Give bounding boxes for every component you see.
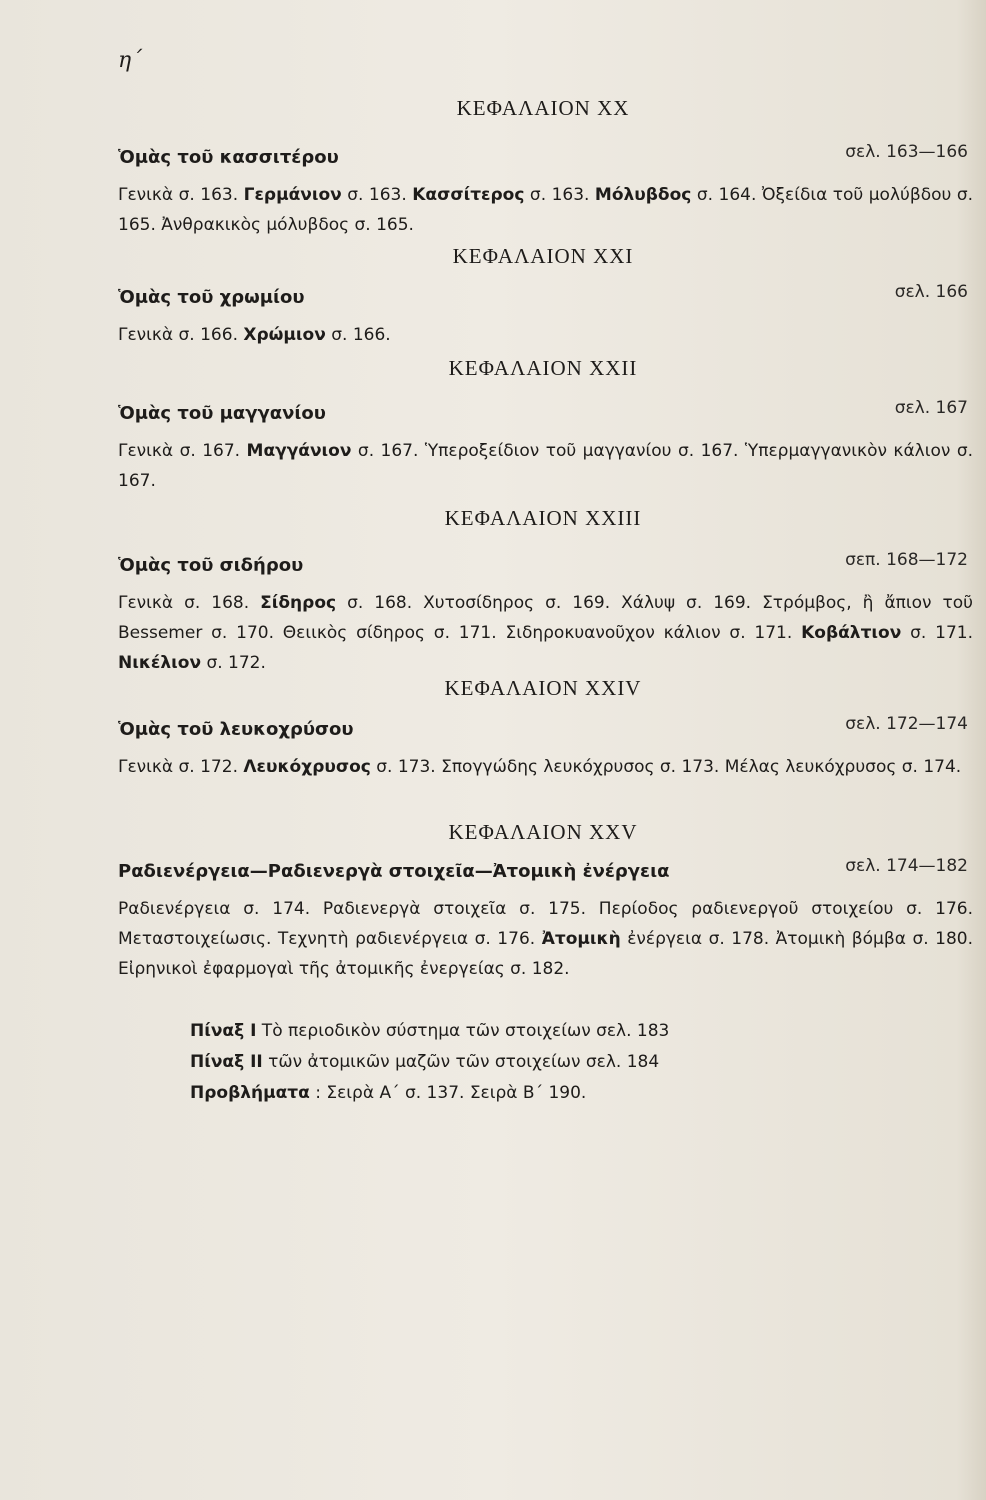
section-entries: [118, 588, 973, 678]
chapter-section: [118, 700, 978, 782]
entry-keyword: Γερμάνιον: [243, 185, 342, 205]
entry-keyword: Μαγγάνιον: [246, 441, 352, 461]
entry-keyword: Χρώμιον: [243, 325, 326, 345]
appendix-item: [190, 1016, 669, 1047]
chapter-section: [118, 536, 978, 678]
section-title: Ὁμὰς τοῦ λευκοχρύσου: [118, 719, 354, 740]
entry-text: Ραδιενέργεια σ. 174. Ραδιενεργὰ στοιχεῖα σ. 175. Περίοδος ραδιενεργοῦ στοιχείου σ. 176. Μεταστοιχείωσις. Τεχνητὴ ραδιενέργεια σ. 176.: [118, 899, 973, 949]
entry-keyword: Κοβάλτιον: [801, 623, 902, 643]
entry-text: σ. 171.: [901, 623, 973, 643]
entry-keyword: Λευκόχρυσος: [243, 757, 371, 777]
entry-text: σ. 172.: [201, 653, 266, 673]
chapter-section: [118, 268, 978, 350]
appendix-text: τῶν ἀτομικῶν μαζῶν τῶν στοιχείων σελ. 184: [262, 1052, 660, 1072]
entry-keyword: Νικέλιον: [118, 653, 202, 673]
chapter-heading: ΚΕΦΑΛΑΙΟΝ XXI: [452, 244, 634, 268]
appendix-text: : Σειρὰ Α΄ σ. 137. Σειρὰ Β΄ 190.: [309, 1083, 587, 1103]
entry-text: σ. 166.: [325, 325, 391, 345]
section-page-range: σελ. 174—182: [845, 856, 968, 876]
section-page-range: σελ. 163—166: [845, 142, 968, 162]
entry-keyword: Μόλυβδος: [594, 185, 692, 205]
section-title: Ραδιενέργεια—Ραδιενεργὰ στοιχεῖα—Ἀτομικὴ ἐνέργεια: [118, 861, 670, 882]
entry-keyword: Σίδηρος: [260, 593, 337, 613]
chapter-section: [118, 128, 978, 240]
section-entries: [118, 180, 973, 240]
section-title: Ὁμὰς τοῦ σιδήρου: [118, 555, 304, 576]
section-page-range: σελ. 172—174: [845, 714, 968, 734]
chapter-heading: ΚΕΦΑΛΑΙΟΝ XX: [456, 96, 630, 120]
appendix-label: Προβλήματα: [190, 1083, 310, 1103]
section-entries: [118, 436, 973, 496]
entry-text: σ. 167. Ὑπεροξείδιον τοῦ μαγγανίου σ. 167. Ὑπερμαγγανικὸν κάλιον σ. 167.: [118, 441, 973, 491]
entry-text: σ. 163.: [341, 185, 413, 205]
entry-text: Γενικὰ σ. 168.: [118, 593, 261, 613]
entry-keyword: Ἀτομικὴ: [541, 929, 621, 949]
entry-text: σ. 164. Ὀξείδια τοῦ μολύβδου σ. 165. Ἀνθρακικὸς μόλυβδος σ. 165.: [118, 185, 974, 235]
entry-text: Γενικὰ σ. 166.: [118, 325, 244, 345]
chapter-heading: ΚΕΦΑΛΑΙΟΝ XXIII: [444, 506, 642, 530]
chapter-section: [118, 384, 978, 496]
entry-text: σ. 168. Χυτοσίδηρος σ. 169. Χάλυψ σ. 169. Στρόμβος, ἢ ἄπιον τοῦ Bessemer σ. 170. Θειικὸς σίδηρος σ. 171. Σιδηροκυανοῦχον κάλιον σ. 171.: [118, 593, 973, 643]
appendix-item: [190, 1078, 669, 1109]
entry-text: σ. 173. Σπογγώδης λευκόχρυσος σ. 173. Μέλας λευκόχρυσος σ. 174.: [370, 757, 962, 777]
section-title: Ὁμὰς τοῦ χρωμίου: [118, 287, 305, 308]
appendix-item: [190, 1047, 669, 1078]
section-title: Ὁμὰς τοῦ μαγγανίου: [118, 403, 326, 424]
section-page-range: σελ. 167: [894, 398, 968, 418]
section-entries: [118, 894, 973, 984]
chapter-heading: ΚΕΦΑΛΑΙΟΝ XXII: [448, 356, 638, 380]
appendix-list: [190, 1016, 669, 1109]
entry-text: Γενικὰ σ. 167.: [118, 441, 247, 461]
entry-text: Γενικὰ σ. 172.: [118, 757, 244, 777]
chapter-heading: ΚΕΦΑΛΑΙΟΝ XXV: [448, 820, 638, 844]
appendix-label: Πίναξ I: [190, 1021, 257, 1041]
appendix-text: Τὸ περιοδικὸν σύστημα τῶν στοιχείων σελ. 183: [256, 1021, 670, 1041]
entry-text: ἐνέργεια σ. 178. Ἀτομικὴ βόμβα σ. 180. Εἰρηνικοὶ ἐφαρμογαὶ τῆς ἀτομικῆς ἐνεργείας σ. 182.: [118, 929, 973, 979]
entry-text: Γενικὰ σ. 163.: [118, 185, 244, 205]
appendix-label: Πίναξ II: [190, 1052, 263, 1072]
section-entries: [118, 320, 973, 350]
section-title: Ὁμὰς τοῦ κασσιτέρου: [118, 147, 339, 168]
chapter-section: [118, 842, 978, 984]
chapter-heading: ΚΕΦΑΛΑΙΟΝ XXIV: [444, 676, 642, 700]
entry-text: σ. 163.: [524, 185, 595, 205]
page-number: η΄: [118, 48, 143, 73]
section-page-range: σελ. 166: [894, 282, 968, 302]
entry-keyword: Κασσίτερος: [412, 185, 525, 205]
section-entries: [118, 752, 973, 782]
section-page-range: σεπ. 168—172: [845, 550, 968, 570]
